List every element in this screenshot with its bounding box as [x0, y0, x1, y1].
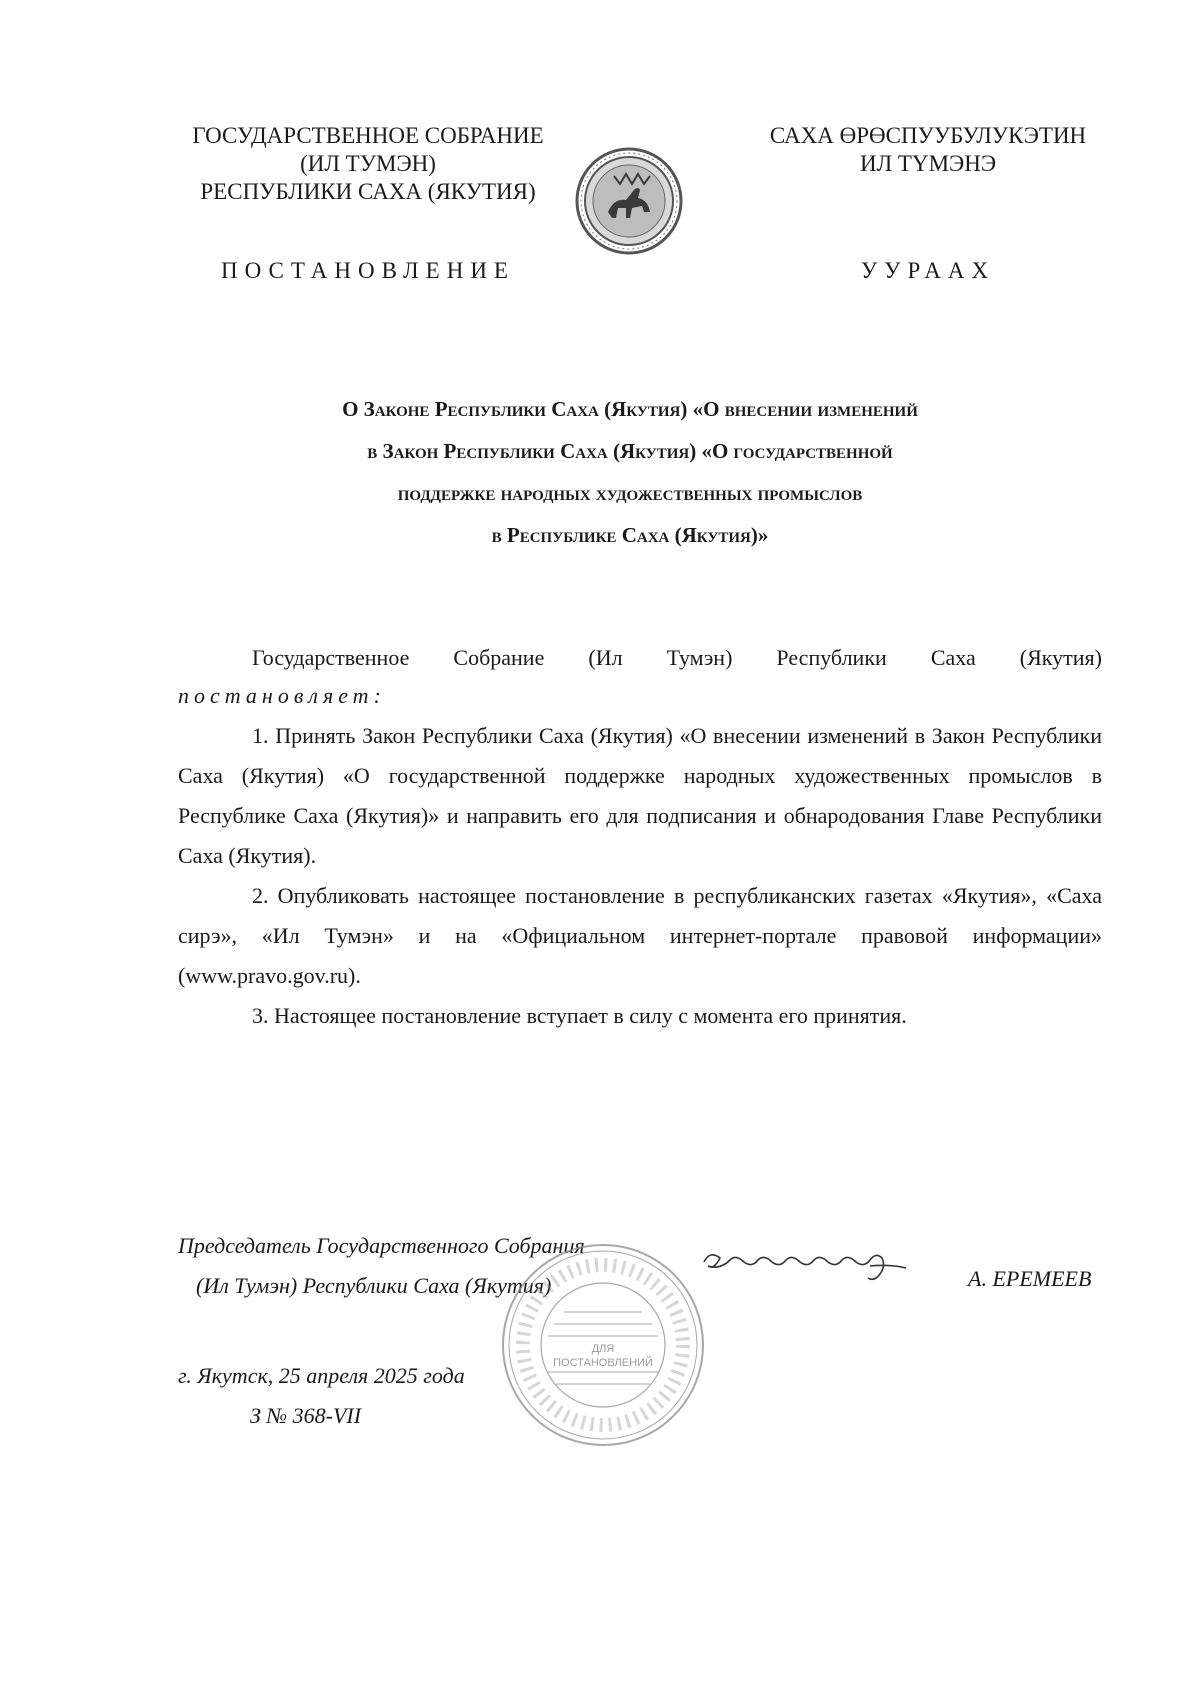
header-left-line-3: РЕСПУБЛИКИ САХА (ЯКУТИЯ) [200, 179, 536, 204]
registration-number: З № 368-VII [250, 1403, 362, 1428]
header-right-line-1: САХА ӨРӨСПУУБУЛУКЭТИН [769, 123, 1087, 148]
item-1: 1. Принять Закон Республики Саха (Якутия) «О внесении изменений в Закон Республики Саха (Якутия) «О государственной поддержке народных художественных промыслов в Республике Саха (Якутия)» и направить его для подписания и обнародования Главе Республики Саха (Якутия). [178, 723, 1102, 868]
official-stamp [498, 1240, 708, 1450]
title-line-2: в Закон Республики Саха (Якутия) «О государственной [367, 439, 893, 463]
document-title [160, 388, 1100, 556]
handwritten-signature [700, 1240, 910, 1290]
document-body [178, 638, 1102, 1036]
doc-type-russian: ПОСТАНОВЛЕНИЕ [221, 258, 515, 283]
place-and-date: г. Якутск, 25 апреля 2025 года [178, 1363, 465, 1388]
title-line-4: в Республике Саха (Якутия)» [491, 523, 769, 547]
item-3: 3. Настоящее постановление вступает в силу с момента его принятия. [252, 1003, 907, 1028]
header-right [758, 122, 1098, 178]
intro-paragraph: Государственное Собрание (Ил Тумэн) Республики Саха (Якутия) [252, 645, 1102, 670]
title-line-3: поддержке народных художественных промыслов [397, 481, 863, 505]
decree-word: постановляет: [178, 683, 386, 708]
header-left-line-2: (ИЛ ТУМЭН) [300, 151, 436, 176]
stamp-text-line-1: ДЛЯ [591, 1343, 615, 1355]
item-2: 2. Опубликовать настоящее постановление в республиканских газетах «Якутия», «Саха сирэ», «Ил Тумэн» и на «Официальном интернет-портале правовой информации» (www.pravo.gov.ru). [178, 883, 1102, 988]
signatory-name: А. ЕРЕМЕЕВ [968, 1266, 1092, 1291]
signatory-title-line-1: Председатель Государственного Собрания [178, 1233, 585, 1258]
coat-of-arms-emblem [574, 146, 684, 256]
doc-type-yakut: УУРААХ [860, 258, 996, 283]
stamp-text-line-2: ПОСТАНОВЛЕНИЙ [553, 1357, 653, 1369]
header-left [168, 122, 568, 206]
signatory-title-line-2: (Ил Тумэн) Республики Саха (Якутия) [196, 1273, 552, 1298]
title-line-1: О Законе Республики Саха (Якутия) «О внесении изменений [342, 397, 918, 421]
header-left-line-1: ГОСУДАРСТВЕННОЕ СОБРАНИЕ [192, 123, 544, 148]
header-right-line-2: ИЛ ТҮМЭНЭ [859, 151, 997, 176]
